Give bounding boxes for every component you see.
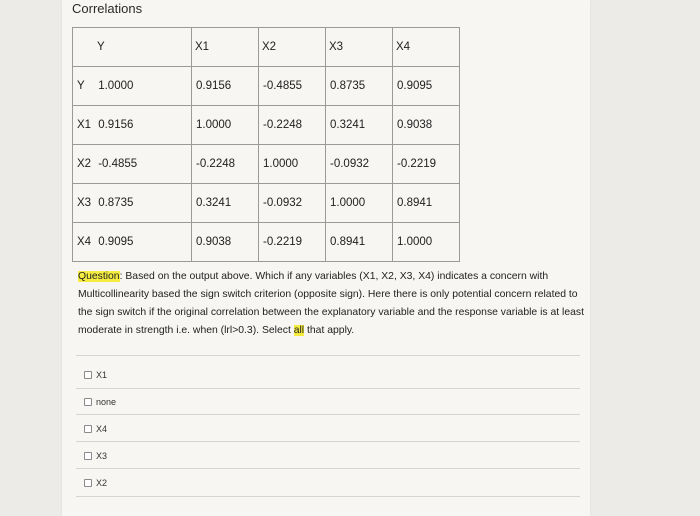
table-cell: 1.0000 (192, 106, 259, 145)
row-label: X3 (77, 197, 92, 209)
table-row (73, 223, 460, 262)
checkbox[interactable] (84, 425, 92, 433)
header-cell-x4: X4 (393, 28, 460, 67)
option-label: X1 (96, 370, 108, 380)
table-cell: -0.4855 (98, 158, 138, 170)
table-row (73, 106, 460, 145)
checkbox[interactable] (84, 452, 92, 460)
row-label: X2 (77, 158, 92, 170)
table-cell: 0.9095 (98, 236, 134, 248)
checkbox[interactable] (84, 371, 92, 379)
option-x4[interactable] (84, 422, 107, 436)
page-title: Correlations (72, 1, 143, 16)
table-cell: 0.8941 (393, 184, 460, 223)
header-cell-x2: X2 (259, 28, 326, 67)
question-highlight: all (293, 325, 305, 336)
divider (76, 355, 580, 356)
table-row (73, 67, 460, 106)
row-label: X4 (77, 236, 92, 248)
table-cell: 0.9156 (98, 119, 134, 131)
option-label: none (96, 397, 117, 407)
table-header-row (73, 28, 460, 67)
table-cell: 0.9038 (192, 223, 259, 262)
table-cell: 0.9156 (192, 67, 259, 106)
table-cell: 0.8735 (98, 197, 134, 209)
option-x1[interactable] (84, 368, 107, 382)
question-body: : Based on the output above. Which if any variables (X1, X2, X3, X4) indicates a concern with Multicollinearity based the sign switch criterion (opposite sign). Here there is only potential concern related to the sign switch if the original correlation between the explanatory variable and the response variable is at least moderate in strength i.e. when (lrl>0.3). Select (78, 271, 584, 336)
table-cell: 0.9038 (393, 106, 460, 145)
row-label-cell (73, 106, 192, 145)
checkbox[interactable] (84, 398, 92, 406)
table-cell: 1.0000 (326, 184, 393, 223)
table-row (73, 184, 460, 223)
table-cell: -0.0932 (259, 184, 326, 223)
table-cell: 0.9095 (393, 67, 460, 106)
divider (76, 496, 580, 497)
header-cell-x3: X3 (326, 28, 393, 67)
row-label-cell (73, 184, 192, 223)
table-cell: 1.0000 (393, 223, 460, 262)
table-cell: -0.2219 (393, 145, 460, 184)
table-cell: 0.8941 (326, 223, 393, 262)
table-cell: -0.2248 (192, 145, 259, 184)
divider (76, 388, 580, 389)
divider (76, 441, 580, 442)
option-label: X3 (96, 451, 108, 461)
row-label: Y (77, 80, 85, 92)
option-none[interactable] (84, 395, 116, 409)
row-label: X1 (77, 119, 92, 131)
option-x3[interactable] (84, 449, 107, 463)
header-cell-x1: X1 (192, 28, 259, 67)
option-label: X4 (96, 424, 108, 434)
table-cell: -0.0932 (326, 145, 393, 184)
table-cell: -0.2219 (259, 223, 326, 262)
table-cell: 0.3241 (326, 106, 393, 145)
divider (76, 468, 580, 469)
option-label: X2 (96, 478, 108, 488)
table-cell: 0.8735 (326, 67, 393, 106)
divider (76, 414, 580, 415)
table-cell: -0.2248 (259, 106, 326, 145)
question-label: Question (78, 271, 120, 282)
checkbox[interactable] (84, 479, 92, 487)
row-label-cell (73, 145, 192, 184)
header-cell-y: Y (73, 28, 192, 67)
row-label-cell (73, 223, 192, 262)
correlation-table (72, 27, 460, 262)
table-cell: -0.4855 (259, 67, 326, 106)
table-cell: 1.0000 (259, 145, 326, 184)
table-row (73, 145, 460, 184)
question-ending: that apply. (304, 325, 355, 336)
table-cell: 1.0000 (98, 80, 134, 92)
row-label-cell (73, 67, 192, 106)
table-cell: 0.3241 (192, 184, 259, 223)
option-x2[interactable] (84, 476, 107, 490)
question-text (78, 268, 586, 340)
